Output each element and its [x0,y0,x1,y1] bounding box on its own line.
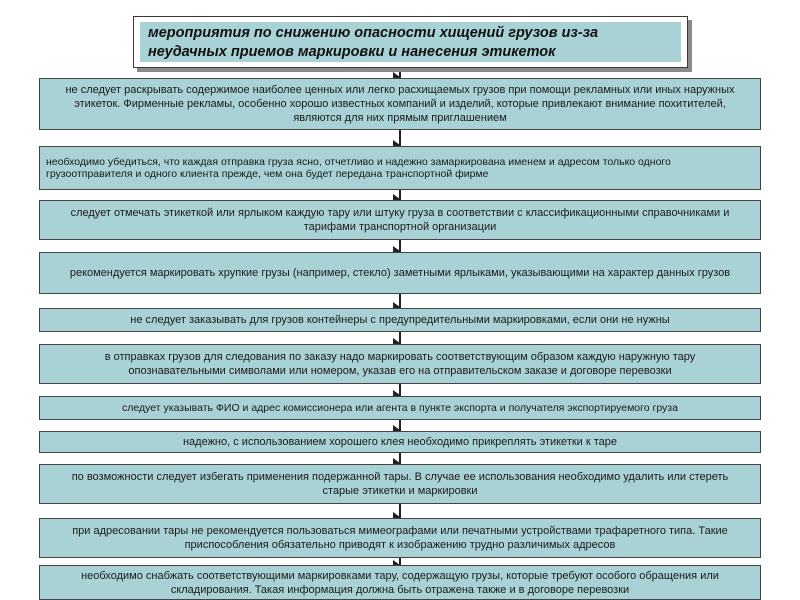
step-box-8: надежно, с использованием хорошего клея необходимо прикреплять этикетки к таре [39,431,761,453]
step-box-6: в отправках грузов для следования по заказу надо маркировать соответствующим образом каждую наружную тару опознавательными символами или номером, указав его на отправительском заказе и договоре перевозки [39,344,761,384]
step-box-3: следует отмечать этикеткой или ярлыком каждую тару или штуку груза в соответствии с классификационными справочниками и тарифами транспортной организации [39,200,761,240]
step-box-7: следует указывать ФИО и адрес комиссионера или агента в пункте экспорта и получателя экспортируемого груза [39,396,761,420]
diagram-title: мероприятия по снижению опасности хищений грузов из-за неудачных приемов маркировки и нанесения этикеток [140,22,681,62]
step-box-11: необходимо снабжать соответствующими маркировками тару, содержащую грузы, которые требуют особого обращения или складирования. Такая информация должна быть отражена также и в договоре перевозки [39,565,761,600]
step-box-2: необходимо убедиться, что каждая отправка груза ясно, отчетливо и надежно замаркирована именем и адресом только одного грузоотправителя и одного клиента прежде, чем она будет передана транспортной фирме [39,146,761,190]
step-box-5: не следует заказывать для грузов контейнеры с предупредительными маркировками, если они не нужны [39,308,761,332]
step-box-4: рекомендуется маркировать хрупкие грузы (например, стекло) заметными ярлыками, указывающими на характер данных грузов [39,252,761,294]
title-box [133,16,688,68]
step-box-10: при адресовании тары не рекомендуется пользоваться мимеографами или печатными устройствами трафаретного типа. Такие приспособления обязательно приводят к изображению трудно различимых адресов [39,518,761,558]
step-box-9: по возможности следует избегать применения подержанной тары. В случае ее использования необходимо удалить или стереть старые этикетки и маркировки [39,464,761,504]
step-box-1: не следует раскрывать содержимое наиболее ценных или легко расхищаемых грузов при помощи рекламных или иных наружных этикеток. Фирменные рекламы, особенно хорошо известных компаний и изделий, которые привлекают внимание похитителей, являются для них прямым приглашением [39,78,761,130]
